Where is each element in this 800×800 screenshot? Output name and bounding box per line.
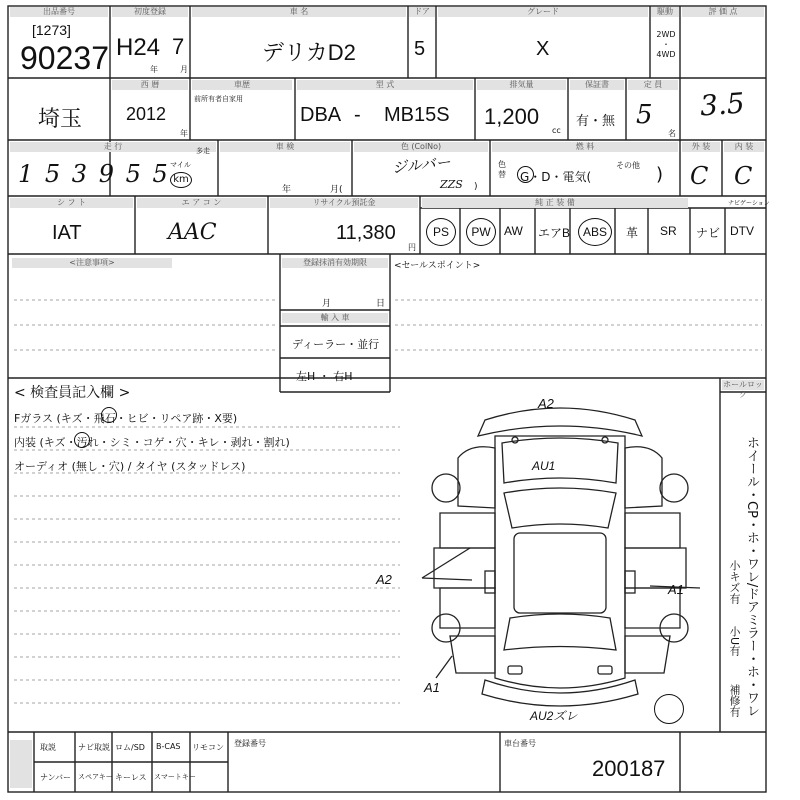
exterior-label: 外 装 (682, 142, 720, 152)
navi-flag-label: ナビゲーション (728, 200, 770, 207)
footer-chassis-value: 200187 (592, 756, 666, 781)
drive-2wd: 2WD (656, 30, 676, 39)
color-label: 色 (ColNo) (354, 142, 488, 152)
grade-label: グレード (438, 7, 648, 17)
lot-number-label: 出品番号 (10, 7, 108, 17)
reg-expiry-day: 日 (376, 299, 386, 309)
history-label: 車歴 (192, 80, 292, 90)
warranty-value: 有・無 (576, 113, 616, 128)
import-label: 輸 入 車 (282, 313, 388, 323)
equip-ps: PS (426, 218, 456, 246)
import-type: ディーラー・並行 (292, 338, 380, 351)
footer-remote: リモコン (192, 743, 224, 752)
model-code: MB15S (384, 104, 450, 126)
mileage-digits: 1 5 3 9 5 5 (18, 160, 170, 188)
hole-circle-icon (654, 694, 684, 724)
color-handwritten: ジルバー (391, 152, 452, 178)
equip-pw: PW (466, 218, 496, 246)
grade-value: X (536, 38, 550, 60)
equip-aw: AW (504, 224, 523, 238)
recycle-unit: 円 (408, 243, 416, 252)
inspection-month: 月( (330, 185, 343, 195)
mileage-mile-unit: マイル (170, 161, 191, 169)
fuel-other: その他 (616, 161, 640, 170)
first-reg-month: 7 (172, 34, 185, 59)
side-text-scratch: 小キズ有 (728, 560, 741, 604)
aircon-label: エ ア コ ン (137, 198, 266, 208)
mark-left: A2 (376, 572, 392, 587)
footer-manual: 取説 (40, 743, 56, 752)
fuel-close: ) (656, 164, 664, 185)
aircon-value: AAC (168, 220, 217, 245)
capacity-unit: 名 (668, 129, 676, 138)
interior-label: 内 装 (724, 142, 764, 152)
inspection-year: 年 (282, 185, 292, 195)
first-reg-year-unit: 年 (150, 65, 158, 74)
recycle-label: リサイクル預託金 (270, 198, 418, 208)
shift-label: シ フ ト (10, 198, 133, 208)
mileage-label: 走 行 (10, 142, 216, 152)
footer-chassis-label: 車台番号 (504, 739, 536, 748)
mileage-km-unit: km (170, 172, 192, 188)
color-code: ZZS (440, 178, 463, 191)
footer-bcas: B-CAS (156, 742, 181, 751)
mileage-multiplier: 多走 (196, 147, 210, 155)
car-name-label: 車 名 (192, 7, 406, 17)
history-note: 前所有者自家用 (194, 95, 243, 103)
exterior-value: C (690, 162, 709, 190)
recycle-value: 11,380 (336, 222, 396, 244)
equipment-label: 純 正 装 備 (422, 198, 688, 208)
car-name: デリカD2 (262, 40, 356, 65)
equip-sr: SR (660, 224, 677, 238)
car-damage-diagram (376, 388, 720, 728)
equip-dtv: DTV (730, 224, 754, 238)
lot-number: 90237 (20, 40, 109, 76)
fuel-options: G・D・電気( (520, 170, 592, 184)
inspection-label: 車 検 (220, 142, 350, 152)
model-dash: - (354, 104, 361, 126)
year-label: 西 暦 (112, 80, 188, 90)
sales-point-label: <セールスポイント> (394, 261, 481, 271)
footer-reg-label: 登録番号 (234, 739, 266, 748)
first-reg-era: H24 (116, 34, 161, 61)
equip-navi: ナビ (696, 226, 721, 240)
model-label: 型 式 (297, 80, 473, 90)
drive-options (654, 30, 678, 60)
capacity-value: 5 (636, 100, 653, 130)
footer-side-block (10, 740, 32, 788)
notes-label: <注意事項> (12, 258, 172, 268)
drive-sep: ・ (662, 40, 670, 49)
inspection-close: ) (474, 182, 478, 192)
doors-value: 5 (414, 38, 426, 60)
glass-circle (101, 407, 117, 423)
displacement-label: 排気量 (477, 80, 566, 90)
rating-label: 評 価 点 (682, 7, 764, 17)
fuel-gas-circle (517, 166, 534, 183)
side-text-repair: 補修有 (728, 684, 741, 717)
displacement-unit: cc (552, 126, 561, 135)
footer-spare-key: スペアキー (78, 773, 113, 781)
year-unit: 年 (180, 129, 188, 138)
equip-airbag: エアB (538, 226, 571, 240)
displacement-value: 1,200 (484, 104, 540, 129)
doors-label: ドア (409, 7, 435, 17)
lot-bracket: [1273] (32, 22, 71, 38)
reg-expiry-label: 登録抹消有効期限 (282, 258, 388, 268)
first-registration-label: 初度登録 (112, 7, 188, 17)
shift-value: IAT (52, 222, 82, 244)
warranty-label: 保証書 (570, 80, 624, 90)
footer-navi-manual: ナビ取説 (78, 743, 110, 752)
capacity-label: 定 員 (628, 80, 678, 90)
inspector-note-interior: 内装 (キズ・汚れ・シミ・コゲ・穴・キレ・剥れ・割れ) (14, 436, 290, 449)
mark-front: A2 (538, 396, 554, 411)
footer-keyless: キーレス (115, 773, 147, 782)
equip-abs: ABS (578, 218, 612, 246)
mark-rear: AU2ズレ (530, 709, 578, 723)
footer-smart-key: スマートキー (154, 773, 196, 781)
inspector-note-glass: Fガラス (キズ・飛石・ヒビ・リペア跡・X要) (14, 412, 238, 425)
region-value: 埼玉 (38, 106, 83, 131)
first-reg-month-unit: 月 (180, 65, 188, 74)
interior-value: C (734, 162, 753, 190)
side-text-wheel: ホイール・CP・ホ・ワレ/ドアミラー・ホ・ワレ (744, 436, 759, 718)
reg-expiry-month: 月 (322, 299, 332, 309)
hole-lock-label: ホールロック (723, 380, 763, 399)
rating-value: 3.5 (698, 86, 746, 123)
drive-label: 駆動 (651, 7, 679, 17)
year-value: 2012 (126, 104, 167, 124)
drive-4wd: 4WD (656, 50, 676, 59)
mark-hood: AU1 (532, 459, 556, 473)
footer-plate: ナンバー (40, 773, 72, 782)
mark-rear-left: A1 (424, 680, 440, 695)
equip-leather: 革 (626, 226, 639, 240)
footer-rom-sd: ロム/SD (115, 743, 145, 752)
side-text-dent: 小U有 (728, 626, 741, 657)
fuel-label: 燃 料 (492, 142, 678, 152)
import-handle: 左H ・ 右H (296, 370, 353, 383)
interior-circle (74, 432, 90, 448)
model-prefix: DBA (300, 104, 342, 126)
mark-right: A1 (668, 582, 684, 597)
color-change: 色替 (498, 160, 506, 179)
inspector-note-audio: オーディオ (無し・穴) / タイヤ (スタッドレス) (14, 460, 246, 473)
inspector-label: < 検査員記入欄 > (14, 385, 131, 401)
